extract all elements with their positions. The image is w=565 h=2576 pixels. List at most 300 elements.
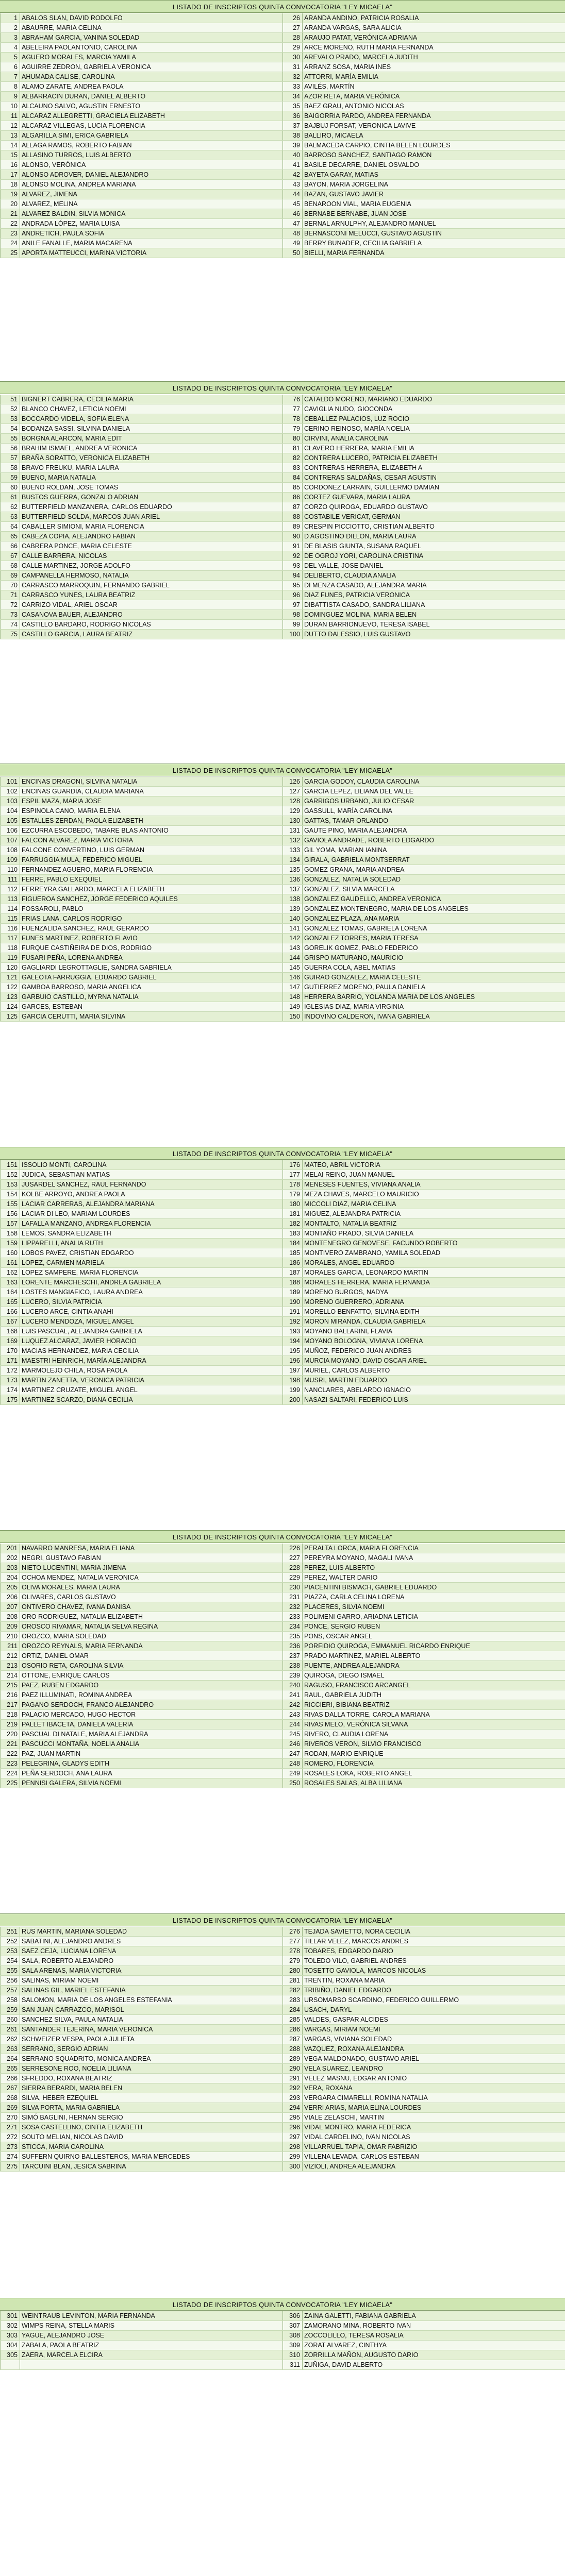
enrollee-number: 91: [283, 541, 303, 551]
enrollee-number: 259: [1, 2005, 20, 2015]
table-row: [1, 620, 565, 630]
enrollee-name: BERRY BUNADER, CECILIA GABRIELA: [303, 239, 565, 248]
table-row: [1, 610, 565, 620]
enrollee-number: 49: [283, 239, 303, 248]
table-row: [1, 2113, 565, 2123]
enrollee-number: 220: [1, 1730, 20, 1739]
enrollee-number: 249: [283, 1769, 303, 1778]
enrollee-number: 134: [283, 855, 303, 865]
table-row: [1, 72, 565, 82]
enrollee-number: 111: [1, 875, 20, 885]
enrollee-name: LOBOS PAVEZ, CRISTIAN EDGARDO: [20, 1248, 283, 1258]
table-row: [1, 1622, 565, 1632]
enrollee-name: MURCIA MOYANO, DAVID OSCAR ARIEL: [303, 1356, 565, 1366]
enrollee-name: BAJBUJ FORSAT, VERONICA LAVIVE: [303, 121, 565, 131]
enrollee-name: PALACIO MERCADO, HUGO HECTOR: [20, 1710, 283, 1720]
table-row: [1, 1563, 565, 1573]
table-row: [1, 2035, 565, 2044]
enrollee-name: GARCES, ESTEBAN: [20, 1002, 283, 1012]
enrollee-name: MORENO GUERRERO, ADRIANA: [303, 1297, 565, 1307]
enrollee-name: ABELEIRA PAOLANTONIO, CAROLINA: [20, 43, 283, 53]
enrollee-number: 179: [283, 1190, 303, 1199]
enrollee-number: 291: [283, 2074, 303, 2083]
enrollee-name: BUENO ROLDAN, JOSE TOMAS: [20, 483, 283, 493]
table-row: [1, 1995, 565, 2005]
enrollee-number: 213: [1, 1661, 20, 1671]
enrollee-table: [0, 1160, 565, 1405]
table-row: [1, 248, 565, 258]
enrollee-number: 250: [283, 1778, 303, 1788]
enrollee-name: BORGNA ALARCON, MARIA EDIT: [20, 434, 283, 444]
enrollee-number: 40: [283, 150, 303, 160]
enrollee-name: CONTRERA LUCERO, PATRICIA ELIZABETH: [303, 453, 565, 463]
enrollee-number: 63: [1, 512, 20, 522]
enrollee-name: CRESPIN PICCIOTTO, CRISTIAN ALBERTO: [303, 522, 565, 532]
enrollee-number: 169: [1, 1336, 20, 1346]
enrollee-number: 275: [1, 2162, 20, 2172]
enrollee-name: SANTANDER TEJERINA, MARIA VERONICA: [20, 2025, 283, 2035]
enrollee-number: 6: [1, 62, 20, 72]
enrollee-name: GIL YOMA, MARIAN IANINA: [303, 845, 565, 855]
enrollee-number: 99: [283, 620, 303, 630]
enrollee-number: 129: [283, 806, 303, 816]
enrollee-name: CABRERA PONCE, MARIA CELESTE: [20, 541, 283, 551]
enrollee-number: 85: [283, 483, 303, 493]
enrollee-name: VEGA MALDONADO, GUSTAVO ARIEL: [303, 2054, 565, 2064]
enrollee-number: 66: [1, 541, 20, 551]
enrollee-name: CORDONEZ LARRAIN, GUILLERMO DAMIAN: [303, 483, 565, 493]
enrollee-number: 31: [283, 62, 303, 72]
enrollee-number: 57: [1, 453, 20, 463]
enrollee-name: SOUTO MELIAN, NICOLAS DAVID: [20, 2132, 283, 2142]
enrollee-name: PENNISI GALERA, SILVIA NOEMI: [20, 1778, 283, 1788]
enrollee-number: 228: [283, 1563, 303, 1573]
enrollee-name: GOMEZ GRANA, MARIA ANDREA: [303, 865, 565, 875]
table-row: [1, 1632, 565, 1641]
enrollee-name: MORALES HERRERA, MARIA FERNANDA: [303, 1278, 565, 1287]
enrollee-name: BUTTERFIELD SOLDA, MARCOS JUAN ARIEL: [20, 512, 283, 522]
enrollee-number: 175: [1, 1395, 20, 1405]
enrollee-name: RAGUSO, FRANCISCO ARCANGEL: [303, 1681, 565, 1690]
enrollee-name: FRIAS LANA, CARLOS RODRIGO: [20, 914, 283, 924]
table-row: [1, 121, 565, 131]
enrollee-name: PAEZ, RUBEN EDGARDO: [20, 1681, 283, 1690]
enrollee-name: ALONSO ADROVER, DANIEL ALEJANDRO: [20, 170, 283, 180]
enrollee-name: DE BLASIS GIUNTA, SUSANA RAQUEL: [303, 541, 565, 551]
enrollee-number: 284: [283, 2005, 303, 2015]
enrollee-name: ENCINAS DRAGONI, SILVINA NATALIA: [20, 777, 283, 787]
enrollee-name: SAEZ CEJA, LUCIANA LORENA: [20, 1946, 283, 1956]
table-row: [1, 434, 565, 444]
enrollee-name: TOBARES, EDGARDO DARIO: [303, 1946, 565, 1956]
enrollee-number: 101: [1, 777, 20, 787]
enrollee-name: PASCUCCI MONTAÑA, NOELIA ANALIA: [20, 1739, 283, 1749]
enrollee-name: TRIBIÑO, DANIEL EDGARDO: [303, 1986, 565, 1995]
enrollee-name: ATTORRI, MARÍA EMILIA: [303, 72, 565, 82]
table-row: [1, 630, 565, 639]
enrollee-number: 100: [283, 630, 303, 639]
enrollee-number: 295: [283, 2113, 303, 2123]
table-row: [1, 33, 565, 43]
table-row: [1, 13, 565, 23]
enrollee-number: 136: [283, 875, 303, 885]
enrollee-name: ALVAREZ, JIMENA: [20, 190, 283, 199]
enrollee-number: 214: [1, 1671, 20, 1681]
enrollee-name: LUCERO MENDOZA, MIGUEL ANGEL: [20, 1317, 283, 1327]
enrollee-number: 239: [283, 1671, 303, 1681]
table-row: [1, 62, 565, 72]
enrollee-name: FALCONE CONVERTINO, LUIS GERMAN: [20, 845, 283, 855]
table-row: [1, 1385, 565, 1395]
table-row: [1, 855, 565, 865]
enrollee-name: VALDES, GASPAR ALCIDES: [303, 2015, 565, 2025]
enrollee-name: ESPINOLA CANO, MARIA ELENA: [20, 806, 283, 816]
enrollee-number: 44: [283, 190, 303, 199]
enrollee-number: 37: [283, 121, 303, 131]
enrollee-name: YAGUE, ALEJANDRO JOSE: [20, 2331, 283, 2341]
enrollee-name: FARRUGGIA MULA, FEDERICO MIGUEL: [20, 855, 283, 865]
enrollee-name: CARRASCO YUNES, LAURA BEATRIZ: [20, 590, 283, 600]
enrollee-name: OTTONE, ENRIQUE CARLOS: [20, 1671, 283, 1681]
enrollee-number: 282: [283, 1986, 303, 1995]
enrollee-number: 186: [283, 1258, 303, 1268]
table-row: [1, 522, 565, 532]
enrollee-number: 127: [283, 787, 303, 796]
enrollee-name: FERRE, PABLO EXEQUIEL: [20, 875, 283, 885]
enrollee-name: GONZALEZ PLAZA, ANA MARIA: [303, 914, 565, 924]
table-row: [1, 904, 565, 914]
enrollee-number: 263: [1, 2044, 20, 2054]
table-row: [1, 943, 565, 953]
enrollee-name: CARRASCO MARROQUIN, FERNANDO GABRIEL: [20, 581, 283, 590]
table-row: [1, 1690, 565, 1700]
enrollee-name: DELIBERTO, CLAUDIA ANALIA: [303, 571, 565, 581]
enrollee-number: 122: [1, 982, 20, 992]
enrollee-number: 227: [283, 1553, 303, 1563]
enrollee-name: SALINAS GIL, MARIEL ESTEFANIA: [20, 1986, 283, 1995]
table-row: [1, 1376, 565, 1385]
enrollee-name: PEREZ, WALTER DARIO: [303, 1573, 565, 1583]
table-row: [1, 1544, 565, 1553]
enrollee-name: ABRAHAM GARCIA, VANINA SOLEDAD: [20, 33, 283, 43]
enrollee-number: 167: [1, 1317, 20, 1327]
enrollee-name: CONTRERAS SALDAÑAS, CESAR AGUSTIN: [303, 473, 565, 483]
table-row: [1, 1219, 565, 1229]
enrollee-name: WIMPS REINA, STELLA MARIS: [20, 2321, 283, 2331]
enrollee-table: [0, 1544, 565, 1788]
enrollee-number: 72: [1, 600, 20, 610]
table-row: [1, 2321, 565, 2331]
enrollee-name: PONCE, SERGIO RUBEN: [303, 1622, 565, 1632]
enrollee-name: ORTIZ, DANIEL OMAR: [20, 1651, 283, 1661]
enrollee-name: ALCARAZ ALLEGRETTI, GRACIELA ELIZABETH: [20, 111, 283, 121]
table-row: [1, 1986, 565, 1995]
enrollee-name: MORALES, ANGEL EDUARDO: [303, 1258, 565, 1268]
enrollee-name: ALVAREZ, MELINA: [20, 199, 283, 209]
enrollee-name: PEÑA SERDOCH, ANA LAURA: [20, 1769, 283, 1778]
enrollee-name: FUNES MARTINEZ, ROBERTO FLAVIO: [20, 934, 283, 943]
enrollee-name: SERRANO, SERGIO ADRIAN: [20, 2044, 283, 2054]
enrollee-name: ALCAUNO SALVO, AGUSTIN ERNESTO: [20, 101, 283, 111]
enrollee-number: 55: [1, 434, 20, 444]
enrollee-name: HERRERA BARRIO, YOLANDA MARIA DE LOS ANGELES: [303, 992, 565, 1002]
table-row: [1, 541, 565, 551]
enrollee-number: 144: [283, 953, 303, 963]
table-row: [1, 982, 565, 992]
enrollee-name: ALCARAZ VILLEGAS, LUCIA FLORENCIA: [20, 121, 283, 131]
enrollee-name: GATTAS, TAMAR ORLANDO: [303, 816, 565, 826]
enrollee-name: GONZALEZ TORRES, MARIA TERESA: [303, 934, 565, 943]
enrollee-name: BALMACEDA CARPIO, CINTIA BELEN LOURDES: [303, 141, 565, 150]
enrollee-name: GONZALEZ MONTENEGRO, MARIA DE LOS ANGELES: [303, 904, 565, 914]
enrollee-number: 86: [283, 493, 303, 502]
enrollee-number: 261: [1, 2025, 20, 2035]
enrollee-number: 262: [1, 2035, 20, 2044]
enrollee-name: ZABALA, PAOLA BEATRIZ: [20, 2341, 283, 2350]
enrollee-name: MEZA CHAVES, MARCELO MAURICIO: [303, 1190, 565, 1199]
enrollee-name: NIETO LUCENTINI, MARIA JIMENA: [20, 1563, 283, 1573]
enrollee-name: LORENTE MARCHESCHI, ANDREA GABRIELA: [20, 1278, 283, 1287]
enrollee-name: ARANDA VARGAS, SARA ALICIA: [303, 23, 565, 33]
enrollee-number: 280: [283, 1966, 303, 1976]
table-row: [1, 444, 565, 453]
enrollee-name: DURAN BARRIONUEVO, TERESA ISABEL: [303, 620, 565, 630]
enrollee-name: GORELIK GOMEZ, PABLO FEDERICO: [303, 943, 565, 953]
enrollee-number: 115: [1, 914, 20, 924]
enrollee-number: 287: [283, 2035, 303, 2044]
enrollee-number: 196: [283, 1356, 303, 1366]
enrollee-number: 171: [1, 1356, 20, 1366]
enrollee-name: BRAVO FREUKU, MARIA LAURA: [20, 463, 283, 473]
enrollee-number: 81: [283, 444, 303, 453]
enrollee-number: 15: [1, 150, 20, 160]
enrollee-number: 301: [1, 2311, 20, 2321]
table-row: [1, 1730, 565, 1739]
enrollee-name: BODANZA SASSI, SILVINA DANIELA: [20, 424, 283, 434]
enrollee-name: SALA, ROBERTO ALEJANDRO: [20, 1956, 283, 1966]
enrollee-number: 243: [283, 1710, 303, 1720]
enrollee-name: INDOVINO CALDERON, IVANA GABRIELA: [303, 1012, 565, 1022]
enrollee-number: 260: [1, 2015, 20, 2025]
table-row: [1, 209, 565, 219]
table-row: [1, 1739, 565, 1749]
enrollee-number: 11: [1, 111, 20, 121]
enrollee-name: CORZO QUIROGA, EDUARDO GUSTAVO: [303, 502, 565, 512]
enrollee-name: MORON MIRANDA, CLAUDIA GABRIELA: [303, 1317, 565, 1327]
enrollee-number: 279: [283, 1956, 303, 1966]
enrollee-number: 105: [1, 816, 20, 826]
enrollee-number: 200: [283, 1395, 303, 1405]
enrollee-number: 222: [1, 1749, 20, 1759]
enrollee-number: 191: [283, 1307, 303, 1317]
enrollee-name: CASTILLO GARCIA, LAURA BEATRIZ: [20, 630, 283, 639]
table-row: [1, 1710, 565, 1720]
enrollee-number: 146: [283, 973, 303, 982]
enrollee-name: ARAUJO PATAT, VERÓNICA ADRIANA: [303, 33, 565, 43]
table-row: [1, 2015, 565, 2025]
enrollee-name: GARCIA CERUTTI, MARIA SILVINA: [20, 1012, 283, 1022]
table-row: [1, 1366, 565, 1376]
enrollee-number: 65: [1, 532, 20, 541]
enrollee-name: MORALES GARCIA, LEONARDO MARTIN: [303, 1268, 565, 1278]
table-row: [1, 551, 565, 561]
table-row: [1, 1278, 565, 1287]
table-row: [1, 816, 565, 826]
enrollee-name: PAEZ ILLUMINATI, ROMINA ANDREA: [20, 1690, 283, 1700]
enrollee-name: GONZALEZ, NATALIA SOLEDAD: [303, 875, 565, 885]
table-row: [1, 1239, 565, 1248]
enrollee-name: BLANCO CHAVEZ, LETICIA NOEMI: [20, 404, 283, 414]
table-row: [1, 2142, 565, 2152]
enrollee-number: 104: [1, 806, 20, 816]
enrollee-name: ROSALES LOKA, ROBERTO ANGEL: [303, 1769, 565, 1778]
table-row: [1, 1317, 565, 1327]
enrollee-number: 70: [1, 581, 20, 590]
enrollee-number: 50: [283, 248, 303, 258]
enrollee-name: ROSALES SALAS, ALBA LILIANA: [303, 1778, 565, 1788]
enrollee-number: 162: [1, 1268, 20, 1278]
enrollee-number: 188: [283, 1278, 303, 1287]
enrollee-name: LOPEZ SAMPERE, MARIA FLORENCIA: [20, 1268, 283, 1278]
enrollee-number: 176: [283, 1160, 303, 1170]
enrollee-name: BASILE DECARRE, DANIEL OSVALDO: [303, 160, 565, 170]
enrollee-name: JUSARDEL SANCHEZ, RAUL FERNANDO: [20, 1180, 283, 1190]
table-row: [1, 239, 565, 248]
table-row: [1, 1937, 565, 1946]
enrollee-name: VIALE ZELASCHI, MARTIN: [303, 2113, 565, 2123]
enrollee-number: 102: [1, 787, 20, 796]
table-row: [1, 424, 565, 434]
enrollee-name: GARBUIO CASTILLO, MYRNA NATALIA: [20, 992, 283, 1002]
enrollee-number: 1: [1, 13, 20, 23]
enrollee-number: 155: [1, 1199, 20, 1209]
enrollee-number: 151: [1, 1160, 20, 1170]
enrollee-name: ANDRADA LÓPEZ, MARIA LUISA: [20, 219, 283, 229]
enrollee-number: 264: [1, 2054, 20, 2064]
enrollee-number: 268: [1, 2093, 20, 2103]
enrollee-number: 306: [283, 2311, 303, 2321]
section-title: LISTADO DE INSCRIPTOS QUINTA CONVOCATORIA "LEY MICAELA": [0, 1913, 565, 1926]
table-row: [1, 199, 565, 209]
table-row: [1, 180, 565, 190]
enrollee-name: GALEOTA FARRUGGIA, EDUARDO GABRIEL: [20, 973, 283, 982]
enrollee-name: CORTEZ GUEVARA, MARIA LAURA: [303, 493, 565, 502]
section-title: LISTADO DE INSCRIPTOS QUINTA CONVOCATORIA "LEY MICAELA": [0, 1530, 565, 1543]
enrollee-name: [20, 2360, 283, 2370]
enrollee-number: 21: [1, 209, 20, 219]
table-row: [1, 160, 565, 170]
enrollee-number: [1, 2360, 20, 2370]
enrollee-name: FURQUE CASTIÑEIRA DE DIOS, RODRIGO: [20, 943, 283, 953]
enrollee-name: CIRVINI, ANALIA CAROLINA: [303, 434, 565, 444]
enrollee-number: 238: [283, 1661, 303, 1671]
enrollee-number: 288: [283, 2044, 303, 2054]
enrollee-number: 292: [283, 2083, 303, 2093]
enrollee-name: RIVERO, CLAUDIA LORENA: [303, 1730, 565, 1739]
enrollee-number: 182: [283, 1219, 303, 1229]
enrollee-name: VARGAS, MIRIAM NOEMI: [303, 2025, 565, 2035]
enrollee-number: 156: [1, 1209, 20, 1219]
enrollee-number: 92: [283, 551, 303, 561]
enrollee-name: BALLIRO, MICAELA: [303, 131, 565, 141]
enrollee-number: 248: [283, 1759, 303, 1769]
enrollee-name: ZAERA, MARCELA ELCIRA: [20, 2350, 283, 2360]
table-row: [1, 2123, 565, 2132]
enrollee-number: 273: [1, 2142, 20, 2152]
table-row: [1, 1307, 565, 1317]
enrollee-number: 192: [283, 1317, 303, 1327]
enrollee-name: BIGNERT CABRERA, CECILIA MARIA: [20, 395, 283, 404]
table-row: [1, 141, 565, 150]
enrollee-name: AGUERO MORALES, MARCIA YAMILA: [20, 53, 283, 62]
enrollee-number: 303: [1, 2331, 20, 2341]
enrollee-number: 84: [283, 473, 303, 483]
table-row: [1, 1749, 565, 1759]
enrollee-name: DIBATTISTA CASADO, SANDRA LILIANA: [303, 600, 565, 610]
enrollee-number: 53: [1, 414, 20, 424]
enrollee-name: GUIRAO GONZALEZ, MARIA CELESTE: [303, 973, 565, 982]
table-row: [1, 1641, 565, 1651]
enrollee-name: RIVAS MELO, VERÓNICA SILVANA: [303, 1720, 565, 1730]
enrollee-number: 199: [283, 1385, 303, 1395]
enrollee-name: GAUTE PINO, MARIA ALEJANDRA: [303, 826, 565, 836]
enrollee-number: 224: [1, 1769, 20, 1778]
enrollee-name: PIAZZA, CARLA CELINA LORENA: [303, 1592, 565, 1602]
section-title: LISTADO DE INSCRIPTOS QUINTA CONVOCATORIA "LEY MICAELA": [0, 381, 565, 394]
enrollee-name: PLACERES, SILVIA NOEMI: [303, 1602, 565, 1612]
enrollee-number: 194: [283, 1336, 303, 1346]
enrollee-name: PELEGRINA, GLADYS EDITH: [20, 1759, 283, 1769]
enrollee-name: USACH, DARYL: [303, 2005, 565, 2015]
enrollee-number: 75: [1, 630, 20, 639]
table-row: [1, 532, 565, 541]
enrollee-table: [0, 1927, 565, 2172]
enrollee-number: 135: [283, 865, 303, 875]
table-row: [1, 101, 565, 111]
enrollee-name: DE OGROJ YORI, CAROLINA CRISTINA: [303, 551, 565, 561]
table-row: [1, 512, 565, 522]
table-row: [1, 1199, 565, 1209]
enrollee-name: NASAZI SALTARI, FEDERICO LUIS: [303, 1395, 565, 1405]
table-row: [1, 1327, 565, 1336]
table-row: [1, 82, 565, 92]
table-row: [1, 2152, 565, 2162]
enrollee-name: BERNASCONI MELUCCI, GUSTAVO AGUSTIN: [303, 229, 565, 239]
enrollee-number: 138: [283, 894, 303, 904]
enrollee-number: 4: [1, 43, 20, 53]
enrollee-name: TILLAR VELEZ, MARCOS ANDRES: [303, 1937, 565, 1946]
table-row: [1, 992, 565, 1002]
enrollee-number: 293: [283, 2093, 303, 2103]
enrollee-name: ALLAGA RAMOS, ROBERTO FABIAN: [20, 141, 283, 150]
enrollee-name: BAYON, MARIA JORGELINA: [303, 180, 565, 190]
enrollee-number: 165: [1, 1297, 20, 1307]
enrollee-number: 160: [1, 1248, 20, 1258]
enrollee-number: 209: [1, 1622, 20, 1632]
enrollee-name: LEMOS, SANDRA ELIZABETH: [20, 1229, 283, 1239]
enrollee-number: 132: [283, 836, 303, 845]
enrollee-name: MOYANO BOLOGNA, VIVIANA LORENA: [303, 1336, 565, 1346]
enrollee-number: 172: [1, 1366, 20, 1376]
enrollee-name: BUSTOS GUERRA, GONZALO ADRIAN: [20, 493, 283, 502]
enrollee-name: GONZALEZ GAUDELLO, ANDREA VERONICA: [303, 894, 565, 904]
enrollee-name: OSORIO RETA, CAROLINA SILVIA: [20, 1661, 283, 1671]
section-title: LISTADO DE INSCRIPTOS QUINTA CONVOCATORIA "LEY MICAELA": [0, 764, 565, 776]
enrollee-number: 98: [283, 610, 303, 620]
enrollee-number: 33: [283, 82, 303, 92]
enrollee-name: GARCIA LEPEZ, LILIANA DEL VALLE: [303, 787, 565, 796]
enrollee-number: 148: [283, 992, 303, 1002]
